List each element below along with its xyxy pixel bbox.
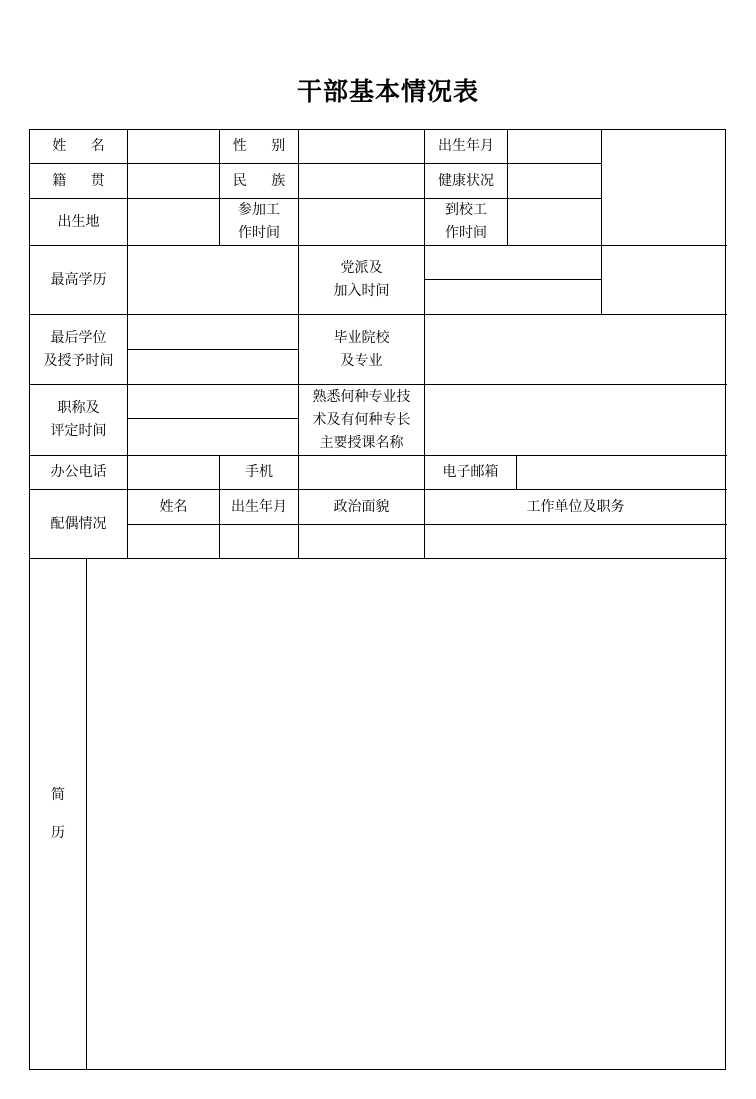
ethnicity-field[interactable] (299, 164, 424, 198)
gender-field[interactable] (299, 130, 424, 163)
school-start-label: 到校工 作时间 (445, 202, 487, 241)
ethnicity-label: 民 族 (232, 172, 296, 189)
gender-label: 性 别 (232, 138, 296, 154)
name-field[interactable] (128, 130, 219, 163)
photo-area[interactable] (602, 130, 726, 314)
birthplace-field[interactable] (128, 199, 219, 245)
skills-label: 熟悉何种专业技 术及有何种专长 主要授课名称 (312, 388, 411, 451)
birth-field[interactable] (508, 130, 601, 163)
spouse-political-header: 政治面貌 (333, 498, 390, 515)
email-label: 电子邮箱 (442, 464, 499, 480)
work-start-label: 参加工 作时间 (238, 202, 280, 241)
mobile-field[interactable] (299, 456, 424, 489)
resume-label (30, 559, 86, 1069)
mobile-label: 手机 (245, 464, 273, 480)
graduated-label: 毕业院校 及专业 (333, 329, 390, 369)
spouse-employer-header: 工作单位及职务 (526, 498, 625, 515)
spouse-label: 配偶情况 (50, 515, 107, 532)
form-title: 干部基本情况表 (296, 77, 479, 106)
resume-field[interactable] (87, 559, 726, 1069)
birth-label: 出生年月 (438, 138, 494, 154)
email-field[interactable] (517, 456, 726, 489)
cadre-info-form (29, 129, 726, 1070)
title-rank-date-field[interactable] (128, 419, 298, 455)
party-date-field[interactable] (425, 280, 601, 314)
degree-field[interactable] (128, 315, 298, 349)
title-rank-field[interactable] (128, 385, 298, 418)
name-label: 姓 名 (52, 138, 115, 154)
native-place-field[interactable] (128, 164, 219, 198)
office-phone-label: 办公电话 (50, 464, 107, 480)
title-rank-label: 职称及 评定时间 (50, 400, 107, 439)
health-label: 健康状况 (438, 172, 494, 189)
spouse-employer-field[interactable] (425, 525, 726, 558)
spouse-name-field[interactable] (128, 525, 219, 558)
spouse-name-header: 姓名 (159, 498, 188, 515)
party-field[interactable] (425, 246, 601, 279)
degree-date-field[interactable] (128, 350, 298, 384)
resume-label-char-2: 历 (51, 825, 65, 841)
degree-label: 最后学位 及授予时间 (43, 329, 114, 369)
education-field[interactable] (128, 246, 298, 314)
office-phone-field[interactable] (128, 456, 219, 489)
party-label: 党派及 加入时间 (333, 260, 390, 299)
skills-field[interactable] (425, 385, 726, 455)
school-start-field[interactable] (508, 199, 601, 245)
birthplace-label: 出生地 (57, 213, 100, 230)
native-place-label: 籍 贯 (52, 172, 115, 189)
resume-label-char-1: 简 (51, 787, 65, 803)
spouse-birth-header: 出生年月 (231, 498, 287, 515)
spouse-birth-field[interactable] (220, 525, 298, 558)
graduated-field[interactable] (425, 315, 726, 384)
spouse-political-field[interactable] (299, 525, 424, 558)
education-label: 最高学历 (50, 271, 107, 288)
work-start-field[interactable] (299, 199, 424, 245)
health-field[interactable] (508, 164, 601, 198)
